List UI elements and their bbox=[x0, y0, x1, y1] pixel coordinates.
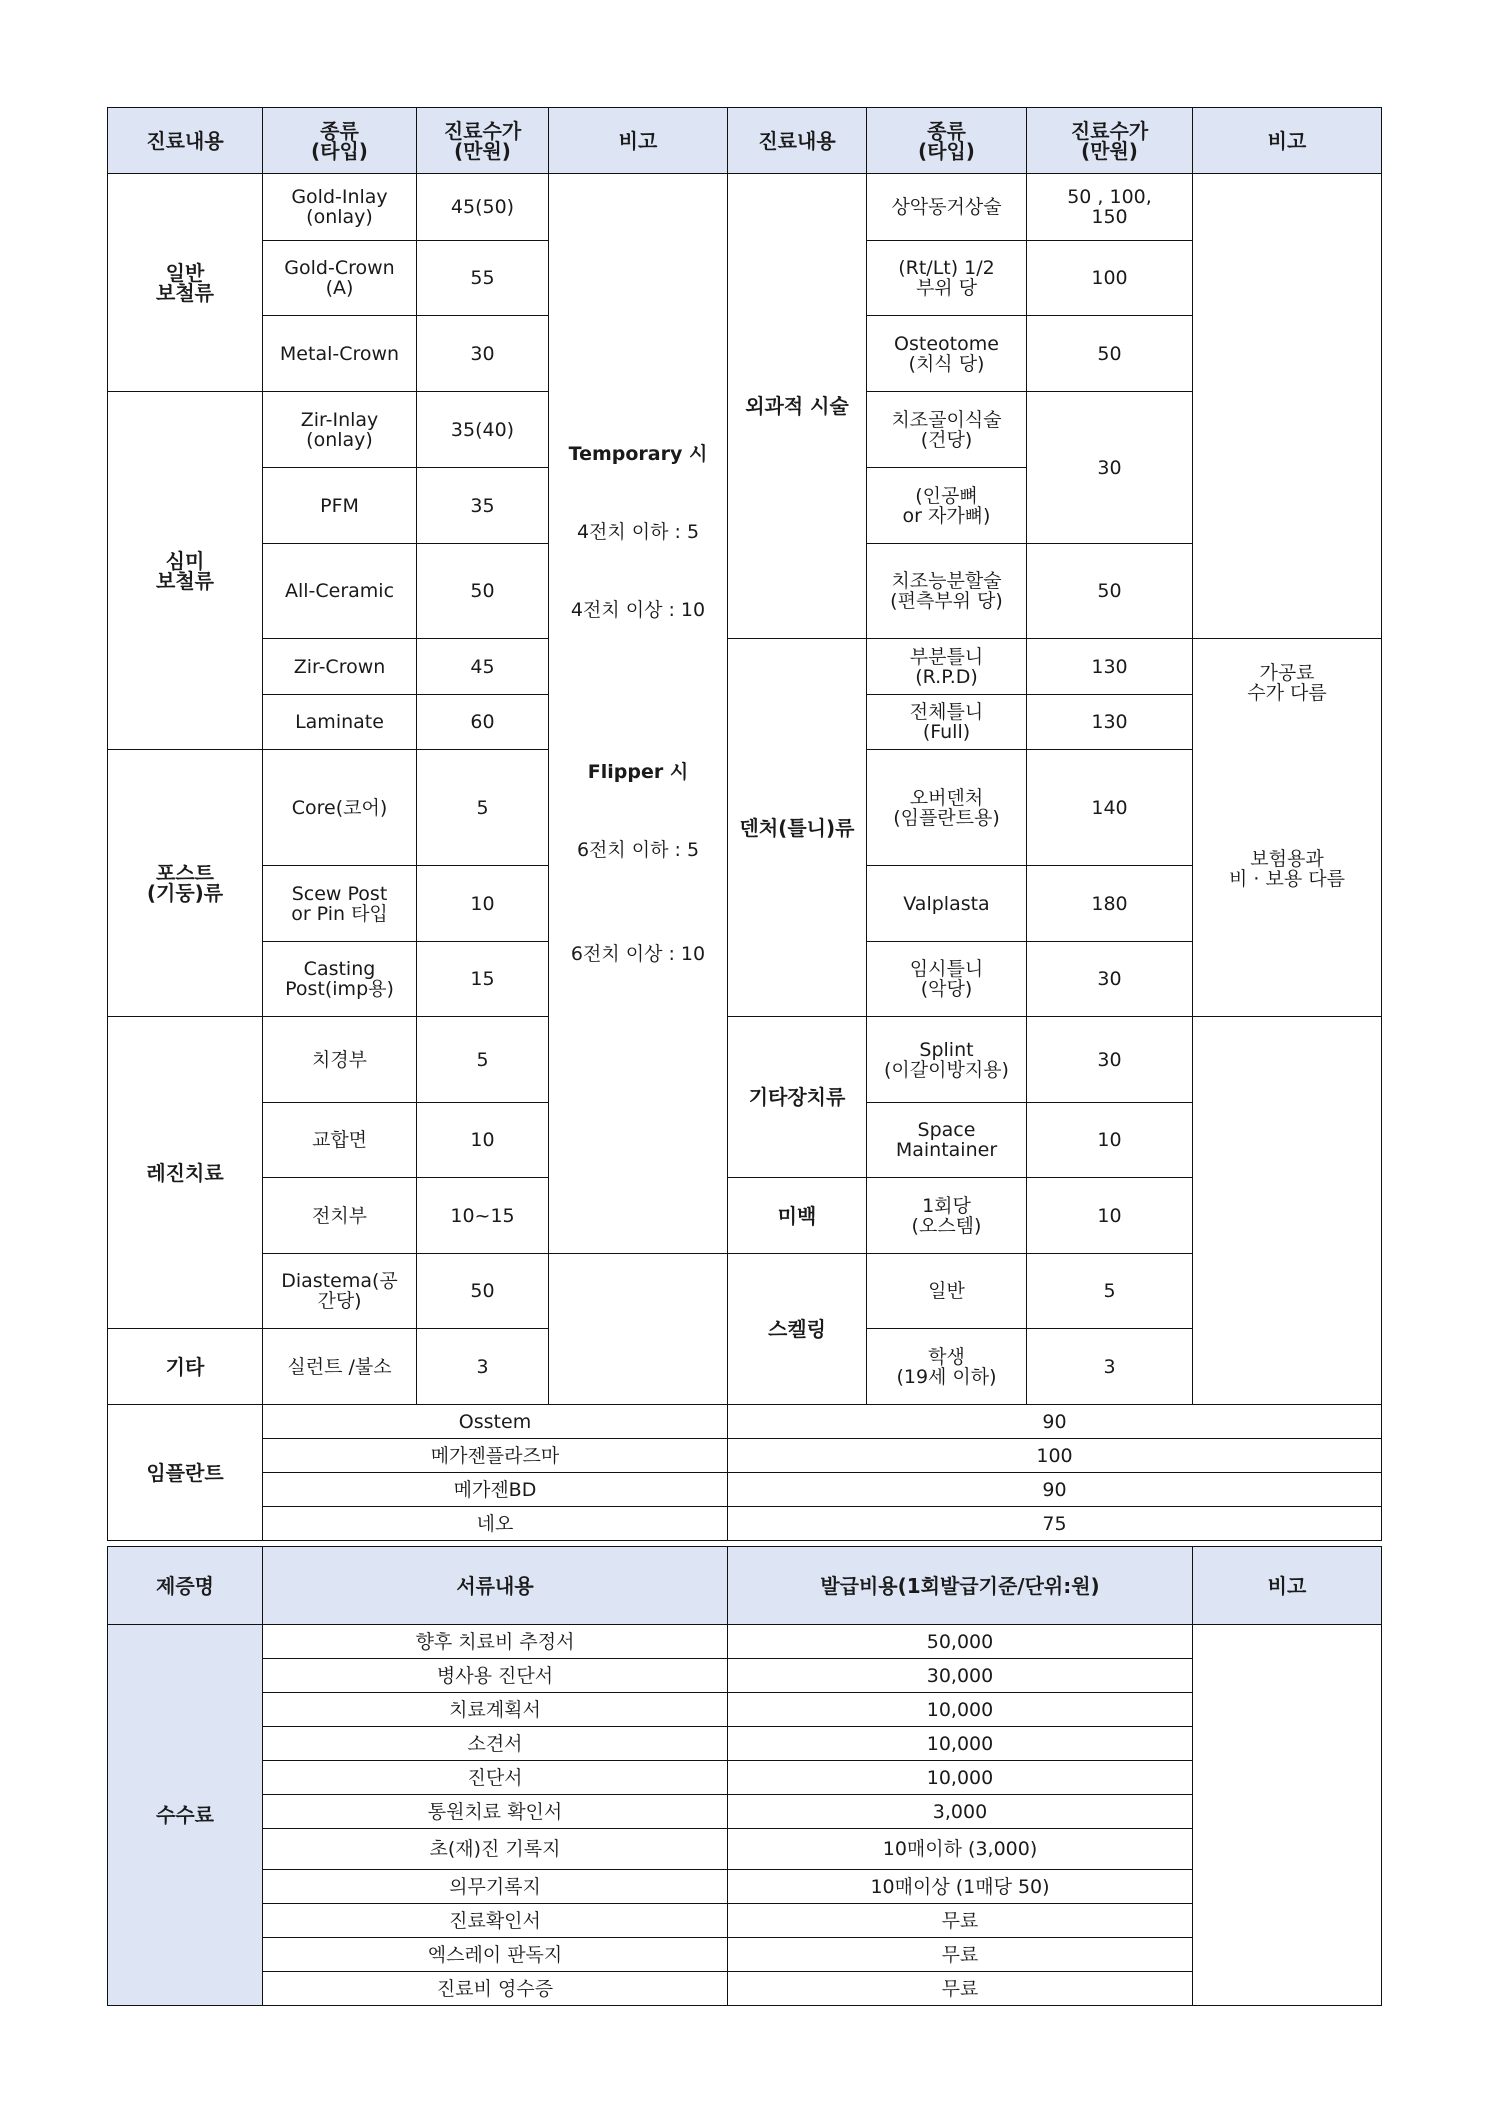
document-name: 병사용 진단서 bbox=[263, 1659, 728, 1693]
category-surgery: 외과적 시술 bbox=[728, 174, 867, 639]
treatment-type: 상악동거상술 bbox=[867, 174, 1027, 241]
treatment-type: Casting Post(imp용) bbox=[263, 942, 417, 1017]
treatment-type: Valplasta bbox=[867, 866, 1027, 942]
category-denture: 덴처(틀니)류 bbox=[728, 639, 867, 1017]
header-treatment-right: 진료내용 bbox=[728, 108, 867, 174]
denture-note-1: 가공료 수가 다름 bbox=[1247, 662, 1327, 704]
document-fee: 무료 bbox=[728, 1972, 1193, 2006]
treatment-fee: 30 bbox=[417, 316, 549, 392]
treatment-type: 일반 bbox=[867, 1254, 1027, 1329]
category-other: 기타 bbox=[108, 1329, 263, 1405]
treatment-fee: 10 bbox=[1027, 1178, 1193, 1254]
header-document: 서류내용 bbox=[263, 1547, 728, 1625]
treatment-fee: 3 bbox=[1027, 1329, 1193, 1405]
treatment-fee: 140 bbox=[1027, 750, 1193, 866]
document-fee: 무료 bbox=[728, 1904, 1193, 1938]
treatment-type: 학생 (19세 이하) bbox=[867, 1329, 1027, 1405]
treatment-fee: 50 bbox=[417, 1254, 549, 1329]
header-fee-right: 진료수가 (만원) bbox=[1027, 108, 1193, 174]
treatment-type: PFM bbox=[263, 468, 417, 544]
treatment-type: (Rt/Lt) 1/2 부위 당 bbox=[867, 241, 1027, 316]
treatment-fee: 50 bbox=[1027, 316, 1193, 392]
document-fee: 10,000 bbox=[728, 1727, 1193, 1761]
treatment-type: 치경부 bbox=[263, 1017, 417, 1103]
treatment-type: Gold-Crown (A) bbox=[263, 241, 417, 316]
treatment-fee: 45(50) bbox=[417, 174, 549, 241]
treatment-type: Zir-Crown bbox=[263, 639, 417, 695]
cert-note-empty bbox=[1193, 1625, 1382, 2006]
treatment-type: Osteotome (치식 당) bbox=[867, 316, 1027, 392]
treatment-type: Gold-Inlay (onlay) bbox=[263, 174, 417, 241]
implant-brand: 네오 bbox=[263, 1507, 728, 1541]
implant-brand: Osstem bbox=[263, 1405, 728, 1439]
treatment-fee: 5 bbox=[417, 750, 549, 866]
note-empty bbox=[1193, 1017, 1382, 1405]
treatment-fee: 3 bbox=[417, 1329, 549, 1405]
treatment-type: Splint (이갈이방지용) bbox=[867, 1017, 1027, 1103]
treatment-fee: 55 bbox=[417, 241, 549, 316]
category-scaling: 스켈링 bbox=[728, 1254, 867, 1405]
treatment-fee: 10 bbox=[417, 1103, 549, 1178]
treatment-type: 전치부 bbox=[263, 1178, 417, 1254]
treatment-type: 실런트 /불소 bbox=[263, 1329, 417, 1405]
treatment-fee: 180 bbox=[1027, 866, 1193, 942]
document-fee: 10매이하 (3,000) bbox=[728, 1829, 1193, 1870]
category-appliance: 기타장치류 bbox=[728, 1017, 867, 1178]
treatment-fee: 30 bbox=[1027, 392, 1193, 544]
document-fee: 10,000 bbox=[728, 1761, 1193, 1795]
document-name: 소견서 bbox=[263, 1727, 728, 1761]
document-name: 진료확인서 bbox=[263, 1904, 728, 1938]
implant-brand: 메가젠플라즈마 bbox=[263, 1439, 728, 1473]
document-name: 치료계획서 bbox=[263, 1693, 728, 1727]
implant-fee: 90 bbox=[728, 1405, 1382, 1439]
treatment-fee: 30 bbox=[1027, 1017, 1193, 1103]
document-fee: 10매이상 (1매당 50) bbox=[728, 1870, 1193, 1904]
treatment-type: Scew Post or Pin 타입 bbox=[263, 866, 417, 942]
document-fee: 3,000 bbox=[728, 1795, 1193, 1829]
treatment-fee: 5 bbox=[1027, 1254, 1193, 1329]
category-general-prosthetics: 일반 보철류 bbox=[108, 174, 263, 392]
note-empty bbox=[549, 1254, 728, 1405]
header-note-right: 비고 bbox=[1193, 108, 1382, 174]
treatment-type: 1회당 (오스템) bbox=[867, 1178, 1027, 1254]
temporary-line-1: 4전치 이하 : 5 bbox=[576, 521, 700, 543]
treatment-fee: 10~15 bbox=[417, 1178, 549, 1254]
treatment-type: 부분틀니 (R.P.D) bbox=[867, 639, 1027, 695]
treatment-fee: 35(40) bbox=[417, 392, 549, 468]
document-fee: 50,000 bbox=[728, 1625, 1193, 1659]
treatment-fee: 50 , 100, 150 bbox=[1027, 174, 1193, 241]
treatment-fee: 50 bbox=[417, 544, 549, 639]
temporary-flipper-note bbox=[549, 174, 728, 1254]
treatment-fee: 60 bbox=[417, 695, 549, 750]
document-name: 의무기록지 bbox=[263, 1870, 728, 1904]
denture-note-2: 보험용과 비 · 보용 다름 bbox=[1229, 848, 1345, 890]
treatment-fee: 5 bbox=[417, 1017, 549, 1103]
treatment-fee: 10 bbox=[417, 866, 549, 942]
document-name: 엑스레이 판독지 bbox=[263, 1938, 728, 1972]
treatment-fee: 15 bbox=[417, 942, 549, 1017]
treatment-type: (인공뼈 or 자가뼈) bbox=[867, 468, 1027, 544]
document-name: 진단서 bbox=[263, 1761, 728, 1795]
treatment-fee: 130 bbox=[1027, 639, 1193, 695]
header-certificate: 제증명 bbox=[108, 1547, 263, 1625]
treatment-fee: 130 bbox=[1027, 695, 1193, 750]
treatment-fee: 35 bbox=[417, 468, 549, 544]
header-cert-note: 비고 bbox=[1193, 1547, 1382, 1625]
category-whitening: 미백 bbox=[728, 1178, 867, 1254]
treatment-fee: 100 bbox=[1027, 241, 1193, 316]
document-name: 향후 치료비 추정서 bbox=[263, 1625, 728, 1659]
treatment-fee: 30 bbox=[1027, 942, 1193, 1017]
treatment-type: Diastema(공 간당) bbox=[263, 1254, 417, 1329]
flipper-title: Flipper 시 bbox=[587, 761, 689, 783]
category-implant: 임플란트 bbox=[108, 1405, 263, 1541]
treatment-type: 교합면 bbox=[263, 1103, 417, 1178]
header-issue-fee: 발급비용(1회발급기준/단위:원) bbox=[728, 1547, 1193, 1625]
treatment-fee: 50 bbox=[1027, 544, 1193, 639]
category-fees: 수수료 bbox=[108, 1625, 263, 2006]
document-name: 초(재)진 기록지 bbox=[263, 1829, 728, 1870]
certificate-fee-table bbox=[107, 1546, 1382, 2006]
treatment-fee-table bbox=[107, 107, 1382, 1541]
header-type-right: 종류 (타입) bbox=[867, 108, 1027, 174]
treatment-fee: 10 bbox=[1027, 1103, 1193, 1178]
treatment-type: All-Ceramic bbox=[263, 544, 417, 639]
treatment-type: 치조골이식술 (건당) bbox=[867, 392, 1027, 468]
treatment-type: 치조능분할술 (편측부위 당) bbox=[867, 544, 1027, 639]
implant-brand: 메가젠BD bbox=[263, 1473, 728, 1507]
denture-note bbox=[1193, 639, 1382, 1017]
category-resin: 레진치료 bbox=[108, 1017, 263, 1329]
category-aesthetic-prosthetics: 심미 보철류 bbox=[108, 392, 263, 750]
header-treatment: 진료내용 bbox=[108, 108, 263, 174]
flipper-line-1: 6전치 이하 : 5 bbox=[576, 839, 700, 861]
document-name: 진료비 영수증 bbox=[263, 1972, 728, 2006]
flipper-line-2: 6전치 이상 : 10 bbox=[570, 943, 706, 965]
note-empty bbox=[1193, 174, 1382, 639]
treatment-fee: 45 bbox=[417, 639, 549, 695]
treatment-type: Metal-Crown bbox=[263, 316, 417, 392]
treatment-type: Core(코어) bbox=[263, 750, 417, 866]
header-fee: 진료수가 (만원) bbox=[417, 108, 549, 174]
treatment-type: 임시틀니 (악당) bbox=[867, 942, 1027, 1017]
temporary-title: Temporary 시 bbox=[568, 443, 708, 465]
document-fee: 30,000 bbox=[728, 1659, 1193, 1693]
category-post: 포스트 (기둥)류 bbox=[108, 750, 263, 1017]
document-name: 통원치료 확인서 bbox=[263, 1795, 728, 1829]
header-type: 종류 (타입) bbox=[263, 108, 417, 174]
document-fee: 10,000 bbox=[728, 1693, 1193, 1727]
treatment-type: Space Maintainer bbox=[867, 1103, 1027, 1178]
implant-fee: 75 bbox=[728, 1507, 1382, 1541]
implant-fee: 90 bbox=[728, 1473, 1382, 1507]
document-fee: 무료 bbox=[728, 1938, 1193, 1972]
treatment-type: 오버덴처 (임플란트용) bbox=[867, 750, 1027, 866]
treatment-type: Laminate bbox=[263, 695, 417, 750]
header-note: 비고 bbox=[549, 108, 728, 174]
treatment-type: 전체틀니 (Full) bbox=[867, 695, 1027, 750]
temporary-line-2: 4전치 이상 : 10 bbox=[570, 599, 706, 621]
treatment-type: Zir-Inlay (onlay) bbox=[263, 392, 417, 468]
implant-fee: 100 bbox=[728, 1439, 1382, 1473]
